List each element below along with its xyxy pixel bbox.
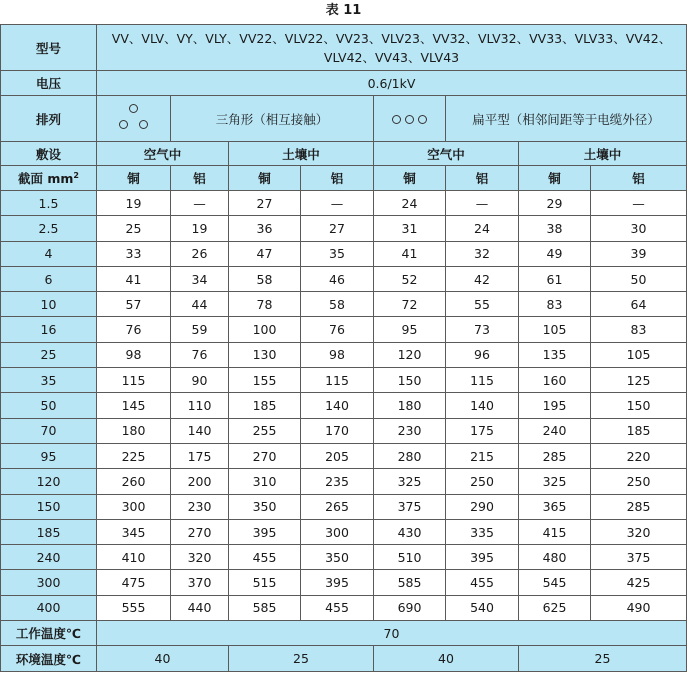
section-label-text: 截面 mm (18, 171, 74, 186)
ampacity-cell: 140 (446, 393, 519, 418)
ampacity-cell: 27 (301, 216, 374, 241)
ampacity-cell: 95 (374, 317, 446, 342)
ampacity-cell: 29 (519, 191, 591, 216)
triangle-text: 三角形（相互接触） (171, 96, 374, 142)
ampacity-cell: 200 (171, 469, 229, 494)
ampacity-cell: 76 (171, 342, 229, 367)
ampacity-cell: — (171, 191, 229, 216)
ampacity-cell: — (591, 191, 687, 216)
ampacity-cell: 115 (97, 368, 171, 393)
section-size-cell: 10 (1, 292, 97, 317)
ampacity-cell: 180 (97, 418, 171, 443)
material-al: 铝 (446, 166, 519, 191)
ampacity-cell: 135 (519, 342, 591, 367)
ampacity-cell: 105 (519, 317, 591, 342)
ampacity-cell: 300 (97, 494, 171, 519)
ampacity-cell: 170 (301, 418, 374, 443)
ampacity-cell: 220 (591, 443, 687, 468)
ampacity-cell: 255 (229, 418, 301, 443)
ampacity-cell: 73 (446, 317, 519, 342)
ampacity-cell: 395 (446, 545, 519, 570)
ampacity-cell: 140 (171, 418, 229, 443)
ampacity-cell: 32 (446, 241, 519, 266)
ampacity-cell: 19 (97, 191, 171, 216)
material-cu: 铜 (97, 166, 171, 191)
ampacity-cell: 270 (171, 519, 229, 544)
ampacity-cell: 59 (171, 317, 229, 342)
ampacity-cell: 39 (591, 241, 687, 266)
ampacity-cell: 285 (519, 443, 591, 468)
ampacity-cell: 41 (97, 266, 171, 291)
section-size-cell: 25 (1, 342, 97, 367)
table-row (1, 368, 687, 393)
ampacity-cell: 205 (301, 443, 374, 468)
section-size-cell: 300 (1, 570, 97, 595)
ampacity-cell: 26 (171, 241, 229, 266)
ampacity-cell: 350 (229, 494, 301, 519)
laying-air-1: 空气中 (97, 142, 229, 166)
ampacity-cell: 41 (374, 241, 446, 266)
material-row (1, 166, 687, 191)
ampacity-cell: 110 (171, 393, 229, 418)
arrangement-row (1, 96, 687, 142)
env-temp-soil-2: 25 (519, 646, 687, 672)
ampacity-cell: 100 (229, 317, 301, 342)
ampacity-cell: 76 (301, 317, 374, 342)
ampacity-cell: 265 (301, 494, 374, 519)
ampacity-cell: 155 (229, 368, 301, 393)
env-temp-soil-1: 25 (229, 646, 374, 672)
laying-label: 敷设 (1, 142, 97, 166)
ampacity-cell: 475 (97, 570, 171, 595)
model-value: VV、VLV、VY、VLY、VV22、VLV22、VV23、VLV23、VV32、VLV32、VV33、VLV33、VV42、VLV42、VV43、VLV43 (97, 25, 687, 71)
ampacity-cell: 76 (97, 317, 171, 342)
ampacity-cell: 345 (97, 519, 171, 544)
ampacity-cell: 98 (97, 342, 171, 367)
ampacity-cell: 290 (446, 494, 519, 519)
env-temp-row (1, 646, 687, 672)
ampacity-cell: 145 (97, 393, 171, 418)
ampacity-cell: 230 (374, 418, 446, 443)
ampacity-cell: 510 (374, 545, 446, 570)
ampacity-cell: 455 (446, 570, 519, 595)
section-label-sup: 2 (73, 170, 79, 180)
env-temp-label: 环境温度℃ (1, 646, 97, 672)
ampacity-cell: 335 (446, 519, 519, 544)
section-size-cell: 2.5 (1, 216, 97, 241)
laying-soil-1: 土壤中 (229, 142, 374, 166)
ampacity-cell: 38 (519, 216, 591, 241)
section-size-cell: 6 (1, 266, 97, 291)
ampacity-cell: 300 (301, 519, 374, 544)
ampacity-cell: 230 (171, 494, 229, 519)
material-cu: 铜 (374, 166, 446, 191)
ampacity-cell: 270 (229, 443, 301, 468)
ampacity-cell: 455 (229, 545, 301, 570)
ampacity-cell: 585 (374, 570, 446, 595)
ampacity-cell: 96 (446, 342, 519, 367)
ampacity-cell: — (446, 191, 519, 216)
ampacity-cell: 280 (374, 443, 446, 468)
voltage-value: 0.6/1kV (97, 71, 687, 96)
work-temp-row (1, 621, 687, 646)
ampacity-cell: 24 (446, 216, 519, 241)
ampacity-cell: 455 (301, 595, 374, 620)
material-al: 铝 (301, 166, 374, 191)
ampacity-cell: 61 (519, 266, 591, 291)
ampacity-cell: 320 (171, 545, 229, 570)
env-temp-air-2: 40 (374, 646, 519, 672)
ampacity-cell: 150 (591, 393, 687, 418)
ampacity-cell: 33 (97, 241, 171, 266)
table-row (1, 317, 687, 342)
ampacity-cell: 375 (591, 545, 687, 570)
section-size-cell: 4 (1, 241, 97, 266)
ampacity-cell: 310 (229, 469, 301, 494)
ampacity-cell: 410 (97, 545, 171, 570)
table-row (1, 393, 687, 418)
ampacity-cell: 105 (591, 342, 687, 367)
ampacity-cell: 34 (171, 266, 229, 291)
ampacity-cell: 285 (591, 494, 687, 519)
table-row (1, 595, 687, 620)
ampacity-cell: 115 (301, 368, 374, 393)
ampacity-cell: 395 (229, 519, 301, 544)
ampacity-cell: 320 (591, 519, 687, 544)
ampacity-cell: 250 (591, 469, 687, 494)
ampacity-cell: 440 (171, 595, 229, 620)
ampacity-cell: 42 (446, 266, 519, 291)
ampacity-cell: 545 (519, 570, 591, 595)
section-size-cell: 120 (1, 469, 97, 494)
work-temp-value: 70 (97, 621, 687, 646)
ampacity-cell: 185 (591, 418, 687, 443)
ampacity-cell: 235 (301, 469, 374, 494)
ampacity-cell: — (301, 191, 374, 216)
section-size-cell: 150 (1, 494, 97, 519)
ampacity-cell: 160 (519, 368, 591, 393)
ampacity-cell: 31 (374, 216, 446, 241)
table-row (1, 443, 687, 468)
ampacity-cell: 175 (446, 418, 519, 443)
ampacity-cell: 365 (519, 494, 591, 519)
ampacity-cell: 425 (591, 570, 687, 595)
ampacity-cell: 195 (519, 393, 591, 418)
ampacity-cell: 83 (519, 292, 591, 317)
laying-soil-2: 土壤中 (519, 142, 687, 166)
ampacity-cell: 415 (519, 519, 591, 544)
table-row (1, 545, 687, 570)
table-row (1, 292, 687, 317)
section-size-cell: 70 (1, 418, 97, 443)
ampacity-cell: 215 (446, 443, 519, 468)
material-cu: 铜 (519, 166, 591, 191)
ampacity-cell: 185 (229, 393, 301, 418)
ampacity-cell: 240 (519, 418, 591, 443)
section-size-cell: 50 (1, 393, 97, 418)
ampacity-cell: 130 (229, 342, 301, 367)
ampacity-cell: 115 (446, 368, 519, 393)
ampacity-cell: 180 (374, 393, 446, 418)
table-row (1, 494, 687, 519)
ampacity-cell: 35 (301, 241, 374, 266)
section-size-cell: 35 (1, 368, 97, 393)
triangle-circles-icon (116, 103, 152, 131)
env-temp-air-1: 40 (97, 646, 229, 672)
table-row (1, 342, 687, 367)
laying-row (1, 142, 687, 166)
ampacity-cell: 585 (229, 595, 301, 620)
section-size-cell: 185 (1, 519, 97, 544)
ampacity-cell: 260 (97, 469, 171, 494)
flat-symbol (374, 96, 446, 142)
ampacity-cell: 55 (446, 292, 519, 317)
model-label: 型号 (1, 25, 97, 71)
table-row (1, 418, 687, 443)
table-row (1, 570, 687, 595)
material-cu: 铜 (229, 166, 301, 191)
ampacity-cell: 30 (591, 216, 687, 241)
ampacity-cell: 395 (301, 570, 374, 595)
ampacity-cell: 120 (374, 342, 446, 367)
ampacity-cell: 72 (374, 292, 446, 317)
ampacity-cell: 46 (301, 266, 374, 291)
table-caption: 表 11 (325, 3, 362, 18)
material-al: 铝 (591, 166, 687, 191)
arrangement-label: 排列 (1, 96, 97, 142)
section-size-cell: 1.5 (1, 191, 97, 216)
ampacity-cell: 490 (591, 595, 687, 620)
ampacity-cell: 370 (171, 570, 229, 595)
ampacity-cell: 47 (229, 241, 301, 266)
section-size-cell: 95 (1, 443, 97, 468)
section-size-cell: 400 (1, 595, 97, 620)
ampacity-cell: 52 (374, 266, 446, 291)
ampacity-cell: 325 (519, 469, 591, 494)
ampacity-cell: 140 (301, 393, 374, 418)
ampacity-cell: 44 (171, 292, 229, 317)
flat-circles-icon (390, 111, 429, 126)
ampacity-cell: 25 (97, 216, 171, 241)
ampacity-cell: 325 (374, 469, 446, 494)
ampacity-cell: 540 (446, 595, 519, 620)
ampacity-cell: 98 (301, 342, 374, 367)
material-al: 铝 (171, 166, 229, 191)
table-row (1, 469, 687, 494)
ampacity-cell: 24 (374, 191, 446, 216)
voltage-label: 电压 (1, 71, 97, 96)
ampacity-cell: 49 (519, 241, 591, 266)
table-row (1, 191, 687, 216)
ampacity-cell: 350 (301, 545, 374, 570)
ampacity-cell: 375 (374, 494, 446, 519)
table-row (1, 241, 687, 266)
ampacity-cell: 690 (374, 595, 446, 620)
ampacity-cell: 515 (229, 570, 301, 595)
ampacity-cell: 83 (591, 317, 687, 342)
ampacity-cell: 19 (171, 216, 229, 241)
ampacity-cell: 90 (171, 368, 229, 393)
triangle-symbol (97, 96, 171, 142)
table-row (1, 266, 687, 291)
cable-ampacity-table (0, 24, 687, 672)
laying-air-2: 空气中 (374, 142, 519, 166)
ampacity-cell: 27 (229, 191, 301, 216)
ampacity-cell: 555 (97, 595, 171, 620)
ampacity-cell: 150 (374, 368, 446, 393)
table-row (1, 216, 687, 241)
ampacity-cell: 480 (519, 545, 591, 570)
ampacity-cell: 125 (591, 368, 687, 393)
ampacity-cell: 225 (97, 443, 171, 468)
ampacity-cell: 430 (374, 519, 446, 544)
ampacity-cell: 57 (97, 292, 171, 317)
ampacity-cell: 78 (229, 292, 301, 317)
ampacity-cell: 625 (519, 595, 591, 620)
flat-text: 扁平型（相邻间距等于电缆外径） (446, 96, 687, 142)
ampacity-cell: 58 (301, 292, 374, 317)
ampacity-cell: 175 (171, 443, 229, 468)
section-label (1, 166, 97, 191)
ampacity-cell: 50 (591, 266, 687, 291)
ampacity-cell: 58 (229, 266, 301, 291)
section-size-cell: 16 (1, 317, 97, 342)
voltage-row (1, 71, 687, 96)
model-row (1, 25, 687, 71)
ampacity-cell: 64 (591, 292, 687, 317)
section-size-cell: 240 (1, 545, 97, 570)
work-temp-label: 工作温度℃ (1, 621, 97, 646)
ampacity-cell: 250 (446, 469, 519, 494)
table-row (1, 519, 687, 544)
ampacity-cell: 36 (229, 216, 301, 241)
